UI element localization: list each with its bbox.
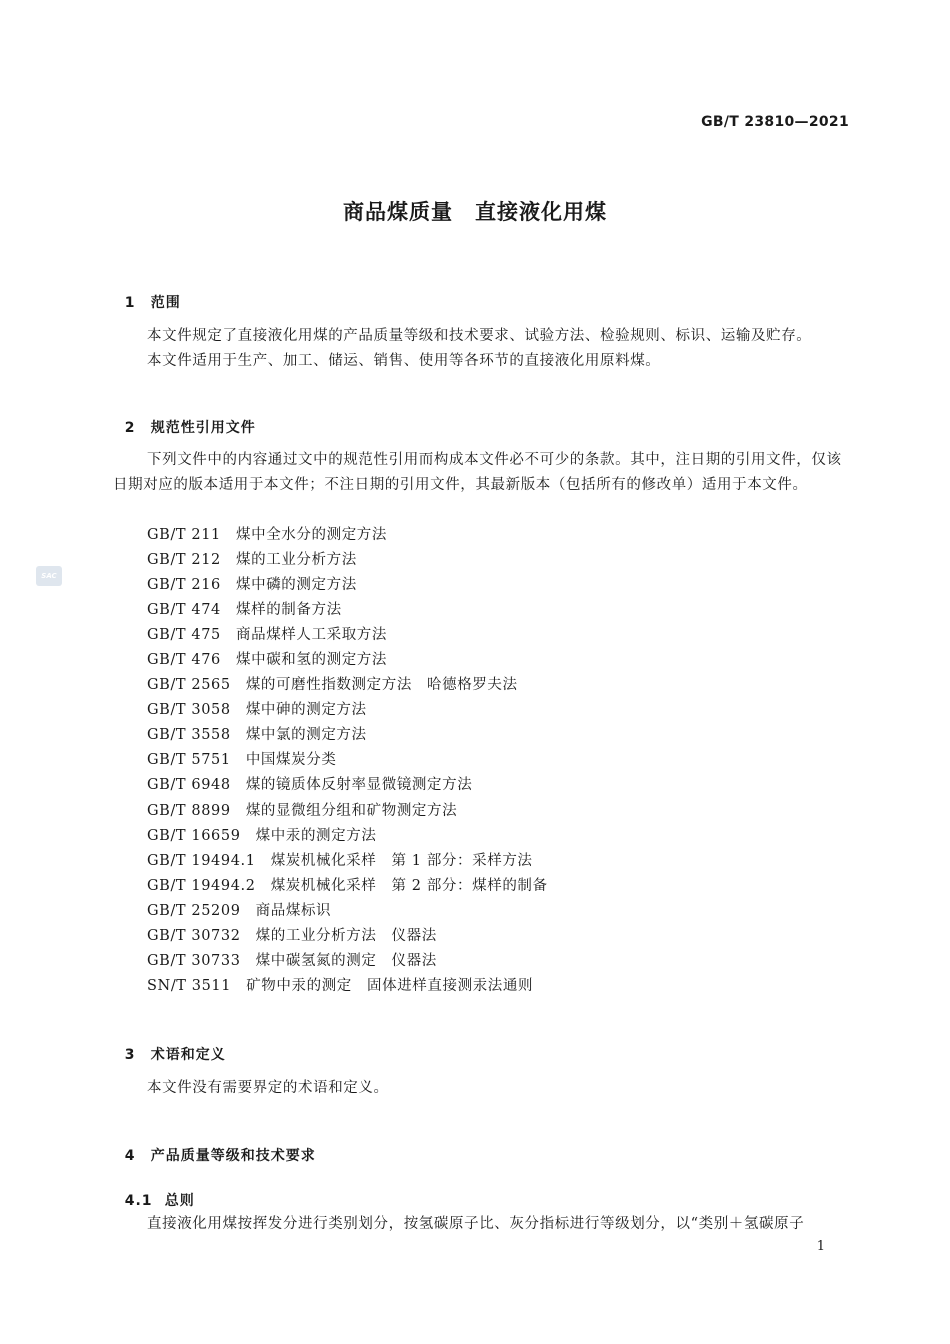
section-title: 术语和定义 <box>150 1047 226 1063</box>
reference-title: 煤的可磨性指数测定方法 哈德格罗夫法 <box>245 677 518 694</box>
reference-item <box>147 648 548 673</box>
reference-code: GB/T 211 <box>147 527 221 543</box>
reference-code: GB/T 3558 <box>147 727 231 744</box>
reference-code: SN/T 3511 <box>147 977 232 994</box>
reference-title: 煤中磷的测定方法 <box>236 577 357 594</box>
subsection-title: 总则 <box>164 1193 195 1209</box>
reference-title: 煤的镜质体反射率显微镜测定方法 <box>245 777 473 794</box>
reference-title: 煤的工业分析方法 <box>236 552 357 569</box>
reference-title: 煤中全水分的测定方法 <box>236 527 387 543</box>
reference-title: 矿物中汞的测定 固体进样直接测汞法通则 <box>246 977 534 994</box>
reference-item <box>147 773 548 798</box>
reference-item <box>147 523 548 548</box>
reference-item <box>147 849 548 874</box>
section-number: 2 <box>124 420 136 436</box>
reference-item <box>147 974 548 999</box>
reference-code: GB/T 16659 <box>147 827 241 844</box>
sac-watermark-logo: SAC <box>36 566 62 586</box>
reference-code: GB/T 6948 <box>147 777 231 794</box>
section-heading-scope <box>113 276 181 312</box>
section-heading-normative-references <box>113 401 256 437</box>
reference-title: 煤炭机械化采样 第 1 部分：采样方法 <box>270 852 533 869</box>
reference-item <box>147 799 548 824</box>
section-number: 4 <box>124 1148 136 1164</box>
reference-title: 煤炭机械化采样 第 2 部分：煤样的制备 <box>270 877 548 894</box>
reference-item <box>147 698 548 723</box>
subsection-number: 4.1 <box>124 1193 153 1209</box>
reference-title: 中国煤炭分类 <box>245 752 337 769</box>
terms-paragraph: 本文件没有需要界定的术语和定义。 <box>147 1080 389 1096</box>
section-number: 1 <box>124 295 136 311</box>
reference-item <box>147 949 548 974</box>
reference-code: GB/T 19494.2 <box>147 877 256 894</box>
reference-code: GB/T 475 <box>147 627 221 644</box>
reference-item <box>147 548 548 573</box>
reference-title: 煤样的制备方法 <box>236 602 342 619</box>
reference-code: GB/T 19494.1 <box>147 852 256 869</box>
page-number: 1 <box>816 1239 825 1254</box>
reference-code: GB/T 3058 <box>147 702 231 719</box>
reference-item <box>147 723 548 748</box>
reference-title: 煤的工业分析方法 仪器法 <box>255 927 437 944</box>
section-title: 产品质量等级和技术要求 <box>150 1148 316 1164</box>
reference-title: 煤中砷的测定方法 <box>245 702 367 719</box>
general-paragraph: 直接液化用煤按挥发分进行类别划分，按氢碳原子比、灰分指标进行等级划分，以“类别＋氢碳原子 <box>147 1216 805 1232</box>
section-number: 3 <box>124 1047 136 1063</box>
section-heading-quality-grades <box>113 1129 316 1165</box>
reference-code: GB/T 8899 <box>147 802 231 819</box>
reference-item <box>147 924 548 949</box>
reference-code: GB/T 2565 <box>147 677 231 694</box>
reference-code: GB/T 216 <box>147 577 221 594</box>
reference-title: 煤中汞的测定方法 <box>255 827 377 844</box>
reference-item <box>147 573 548 598</box>
reference-item <box>147 874 548 899</box>
reference-title: 商品煤样人工采取方法 <box>236 627 387 644</box>
reference-title: 煤的显微组分组和矿物测定方法 <box>245 802 458 819</box>
standard-number: GB/T 23810—2021 <box>701 114 849 130</box>
section-title: 规范性引用文件 <box>150 420 256 436</box>
reference-code: GB/T 474 <box>147 602 221 619</box>
references-intro-paragraph: 下列文件中的内容通过文中的规范性引用而构成本文件必不可少的条款。其中，注日期的引用文件，仅该日期对应的版本适用于本文件；不注日期的引用文件，其最新版本（包括所有的修改单）适用于本文件。 <box>113 452 842 493</box>
reference-code: GB/T 25209 <box>147 902 241 919</box>
scope-paragraph-2: 本文件适用于生产、加工、储运、销售、使用等各环节的直接液化用原料煤。 <box>147 353 661 369</box>
scope-paragraph-1: 本文件规定了直接液化用煤的产品质量等级和技术要求、试验方法、检验规则、标识、运输及贮存。 <box>147 328 812 344</box>
reference-code: GB/T 30732 <box>147 927 241 944</box>
reference-item <box>147 824 548 849</box>
reference-title: 煤中碳和氢的测定方法 <box>236 652 387 669</box>
reference-item <box>147 899 548 924</box>
reference-code: GB/T 476 <box>147 652 221 669</box>
reference-title: 煤中氯的测定方法 <box>245 727 367 744</box>
reference-item <box>147 623 548 648</box>
reference-code: GB/T 30733 <box>147 952 241 969</box>
reference-title: 商品煤标识 <box>255 902 332 919</box>
section-heading-terms-and-definitions <box>113 1028 226 1064</box>
reference-title: 煤中碳氢氮的测定 仪器法 <box>255 952 437 969</box>
reference-item <box>147 748 548 773</box>
document-title: 商品煤质量 直接液化用煤 <box>343 200 607 224</box>
section-title: 范围 <box>150 295 181 311</box>
reference-list <box>147 523 548 999</box>
reference-item <box>147 598 548 623</box>
reference-code: GB/T 5751 <box>147 752 231 769</box>
subsection-heading-general <box>113 1174 195 1210</box>
reference-code: GB/T 212 <box>147 552 221 569</box>
reference-item <box>147 673 548 698</box>
